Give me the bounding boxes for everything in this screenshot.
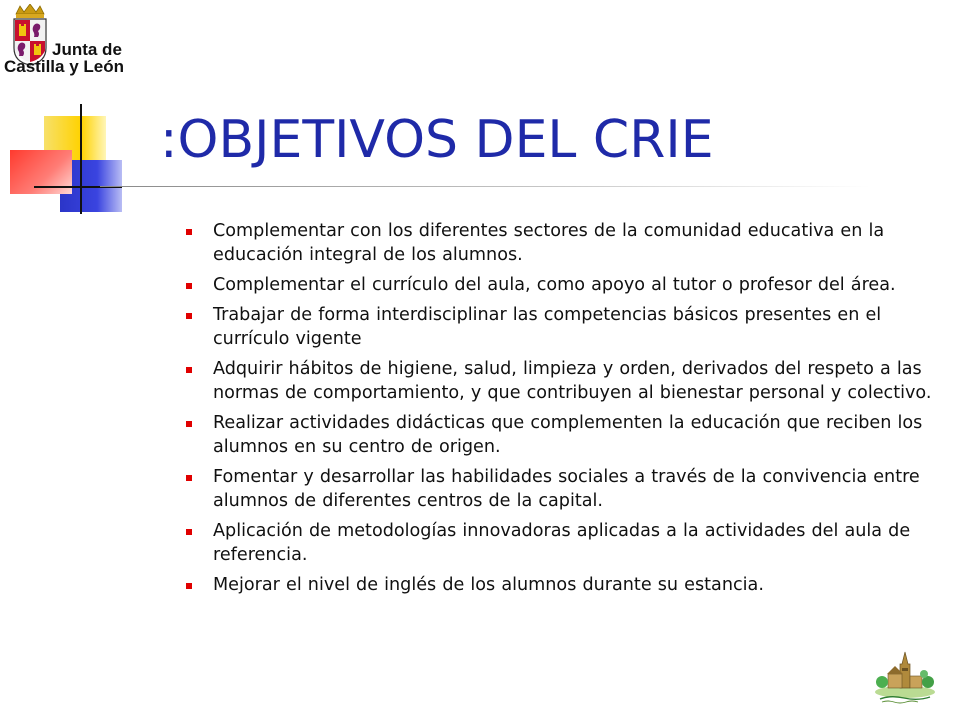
slide-title: :OBJETIVOS DEL CRIE [160,110,714,170]
logo-line-2: Castilla y León [4,57,124,76]
list-item [186,465,934,513]
list-item [186,573,934,597]
list-item-text: Adquirir hábitos de higiene, salud, limpieza y orden, derivados del respeto a las normas de comportamiento, y que contribuyen al bienestar personal y colectivo. [213,359,932,403]
list-item [186,519,934,567]
list-item [186,219,934,267]
junta-logo-text [4,40,147,76]
objectives-list [186,219,934,603]
bullet-icon [186,367,192,373]
bullet-icon [186,421,192,427]
list-item-text: Aplicación de metodologías innovadoras aplicadas a la actividades del aula de referencia. [213,521,911,565]
list-item-text: Complementar con los diferentes sectores de la comunidad educativa en la educación integral de los alumnos. [213,221,885,265]
bullet-icon [186,529,192,535]
list-item [186,303,934,351]
list-item-text: Fomentar y desarrollar las habilidades sociales a través de la convivencia entre alumnos de diferentes centros de la capital. [213,467,920,511]
bullet-icon [186,283,192,289]
list-item-text: Complementar el currículo del aula, como apoyo al tutor o profesor del área. [213,275,896,295]
bullet-icon [186,583,192,589]
decor-vertical-line [80,104,82,214]
list-item [186,273,934,297]
list-item-text: Trabajar de forma interdisciplinar las competencias básicos presentes en el currículo vigente [213,305,882,349]
bullet-icon [186,313,192,319]
list-item-text: Mejorar el nivel de inglés de los alumnos durante su estancia. [213,575,764,595]
bullet-icon [186,475,192,481]
bullet-icon [186,229,192,235]
list-item-text: Realizar actividades didácticas que complementen la educación que reciben los alumnos en su centro de origen. [213,413,923,457]
title-underline-rule [100,186,870,187]
list-item [186,411,934,459]
crie-logo-icon [872,648,938,704]
list-item [186,357,934,405]
logo-line-1: Junta de [52,40,122,59]
junta-logo [4,4,144,74]
